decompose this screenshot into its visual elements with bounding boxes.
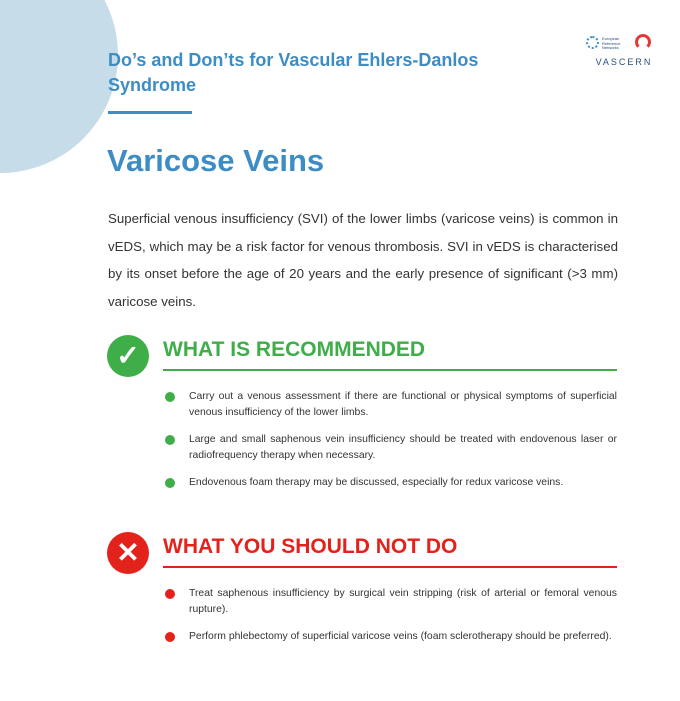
vascern-label: VASCERN [595, 57, 653, 67]
not-do-heading: WHAT YOU SHOULD NOT DO [163, 535, 458, 558]
vascern-logo [584, 34, 664, 67]
document-subtitle: Do’s and Don’ts for Vascular Ehlers-Danlos Syndrome [108, 50, 479, 95]
list-item [165, 629, 617, 645]
list-item [165, 475, 617, 491]
page-title: Varicose Veins [107, 143, 325, 178]
bullet-icon [165, 478, 175, 488]
item-text: Carry out a venous assessment if there are functional or physical symptoms of superficial venous insufficiency of the lower limbs. [189, 391, 617, 418]
checkmark-icon: ✓ [107, 335, 149, 377]
list-item [165, 389, 617, 421]
intro-paragraph: Superficial venous insufficiency (SVI) of the lower limbs (varicose veins) is common in vEDS, which may be a risk factor for venous thrombosis. SVI in vEDS is characterised by its onset before the age of 20 years and the early presence of significant (>3 mm) varicose veins. [108, 211, 618, 309]
divider [108, 111, 192, 114]
divider [163, 566, 617, 568]
item-text: Large and small saphenous vein insufficiency should be treated with endovenous laser or radiofrequency therapy when necessary. [189, 434, 617, 461]
item-text: Endovenous foam therapy may be discussed, especially for redux varicose veins. [189, 477, 564, 488]
bullet-icon [165, 392, 175, 402]
list-item [165, 432, 617, 464]
bullet-icon [165, 589, 175, 599]
item-text: Perform phlebectomy of superficial varicose veins (foam sclerotherapy should be preferred). [189, 631, 612, 642]
item-text: Treat saphenous insufficiency by surgical vein stripping (risk of arterial or femoral venous rupture). [189, 588, 617, 615]
recommended-heading: WHAT IS RECOMMENDED [163, 338, 426, 361]
cross-icon: ✕ [107, 532, 149, 574]
bullet-icon [165, 632, 175, 642]
decorative-circle [0, 0, 120, 175]
vascern-logo-icon [635, 34, 651, 50]
bullet-icon [165, 435, 175, 445]
divider [163, 369, 617, 371]
ern-logo-icon [586, 36, 599, 49]
list-item [165, 586, 617, 618]
ern-label: European Reference Networks [602, 36, 621, 50]
